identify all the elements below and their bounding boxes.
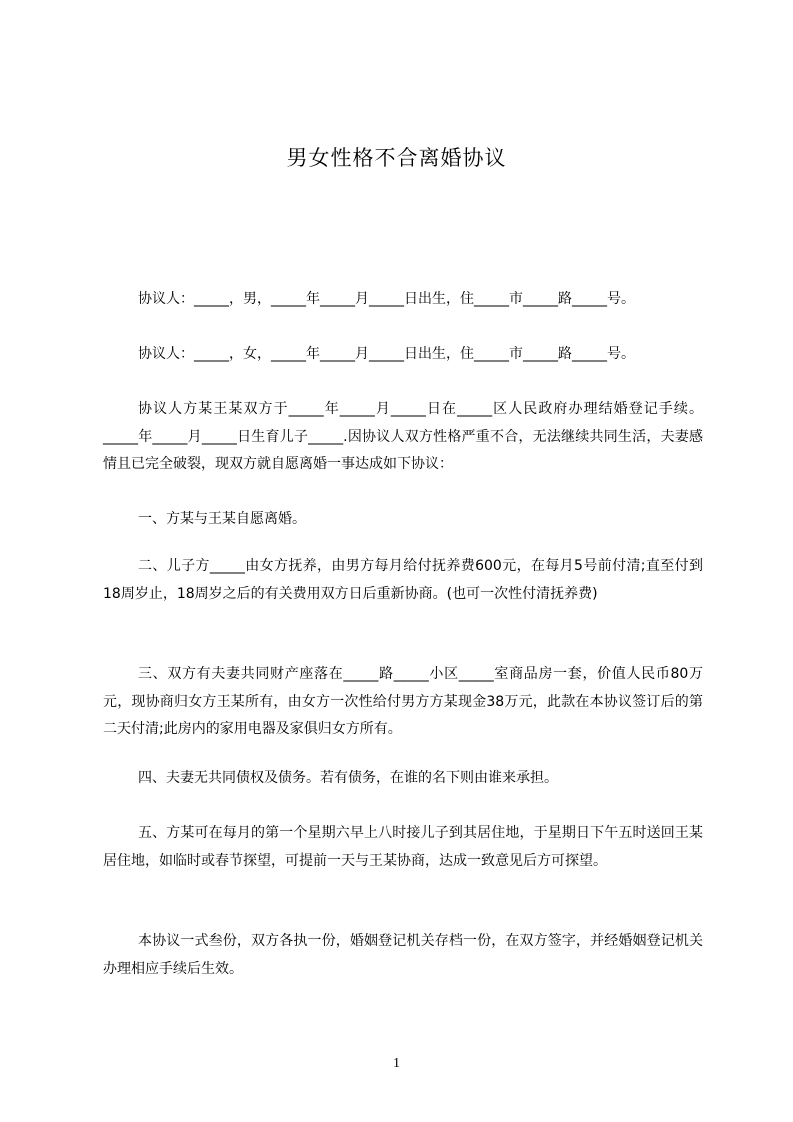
- clause-4-paragraph: 四、夫妻无共同债权及债务。若有债务，在谁的名下则由谁来承担。: [138, 770, 558, 786]
- page-number: 1: [393, 1056, 400, 1071]
- document-title: 男女性格不合离婚协议: [286, 146, 507, 170]
- party-male-paragraph: 协议人：_____，男，_____年_____月_____日出生，住_____市_____路_____号。: [138, 291, 635, 307]
- preamble-paragraph: 协议人方某王某双方于_____年_____月_____日在_____区人民政府办理结婚登记手续。_____年_____月_____日生育儿子_____.因协议人双方性格严重不合，无法继续共同生活，夫妻感情且已完全破裂，现双方就自愿离婚一事达成如下协议：: [103, 401, 703, 472]
- clause-1-paragraph: 一、方某与王某自愿离婚。: [138, 511, 306, 527]
- clause-5-paragraph: 五、方某可在每月的第一个星期六早上八时接儿子到其居住地，于星期日下午五时送回王某居住地，如临时或春节探望，可提前一天与王某协商，达成一致意见后方可探望。: [103, 825, 703, 869]
- clause-3-paragraph: 三、双方有夫妻共同财产座落在_____路_____小区_____室商品房一套，价值人民币80万元，现协商归女方王某所有，由女方一次性给付男方方某现金38万元，此款在本协议签订后的第二天付清;此房内的家用电器及家俱归女方所有。: [103, 666, 703, 737]
- closing-paragraph: 本协议一式叁份，双方各执一份，婚姻登记机关存档一份，在双方签字，并经婚姻登记机关办理相应手续后生效。: [103, 933, 703, 977]
- party-female-paragraph: 协议人：_____，女，_____年_____月_____日出生，住_____市_____路_____号。: [138, 346, 635, 362]
- clause-2-paragraph: 二、儿子方_____由女方抚养，由男方每月给付抚养费600元，在每月5号前付清;直至付到18周岁止，18周岁之后的有关费用双方日后重新协商。(也可一次性付清抚养费): [103, 558, 703, 602]
